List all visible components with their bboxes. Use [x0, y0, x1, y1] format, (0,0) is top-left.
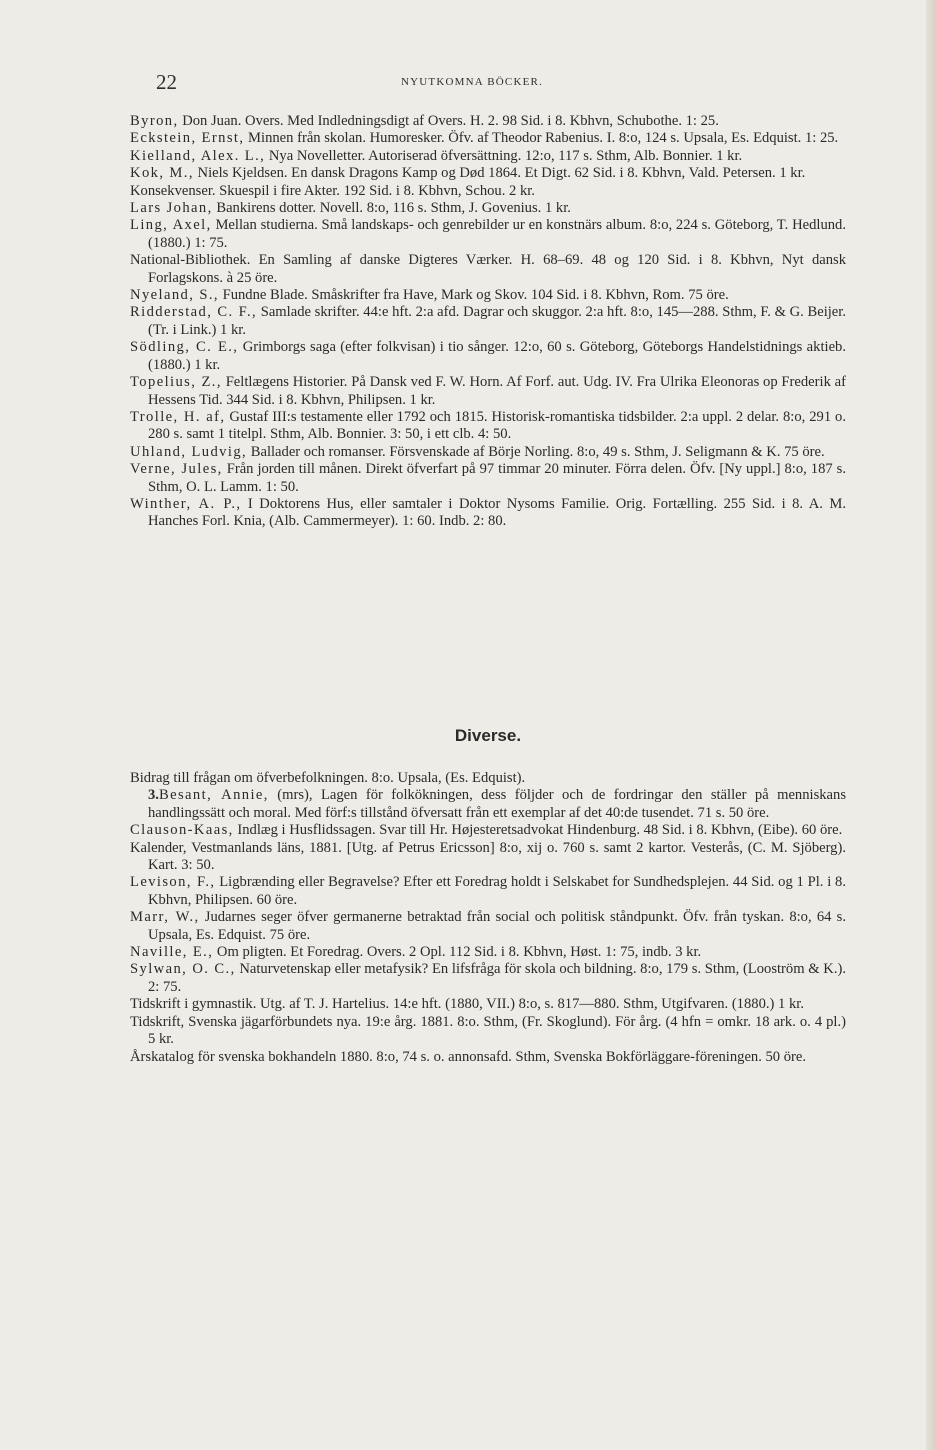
list-item: [130, 287, 846, 304]
entry-text: Bidrag till frågan om öfverbefolkningen. 8:o. Upsala, (Es. Edquist).: [130, 770, 526, 786]
catalog-list-miscellaneous: [130, 770, 846, 1066]
list-item: [130, 444, 846, 461]
entry-text: Naturvetenskap eller metafysik? En lifsfråga för skola och bildning. 8:o, 179 s. Sthm, (Looström & K.). 2: 75.: [148, 961, 847, 995]
list-item: [130, 1049, 846, 1066]
entry-text: Tidskrift i gymnastik. Utg. af T. J. Hartelius. 14:e hft. (1880, VII.) 8:o, s. 817—880. Sthm, Utgifvaren. (1880.) 1 kr.: [130, 996, 804, 1013]
list-item: [130, 787, 846, 822]
entry-author: Besant, Annie,: [158, 787, 269, 804]
entry-text: Don Juan. Overs. Med Indledningsdigt af Overs. H. 2. 98 Sid. i 8. Kbhvn, Schubothe. 1: 25.: [178, 113, 719, 129]
entry-author: Winther, A. P.,: [130, 495, 242, 512]
list-item: [130, 944, 846, 961]
entry-text: Tidskrift, Svenska jägarförbundets nya. 19:e årg. 1881. 8:o. Sthm, (Fr. Skoglund). För årg. (4 hfn = omkr. 18 ark. o. 4 pl.) 5 kr.: [130, 1013, 846, 1048]
entry-text: (mrs), Lagen för folkökningen, dess följder och de fordringar den ställer på menniskans handlingssätt och moral. Med förf:s tillstånd öfversatt från ett exemplar af det 40:de tusendet. 71 s. 50 öre.: [148, 787, 846, 821]
entry-author: Uhland, Ludvig,: [130, 443, 248, 460]
list-item: [130, 304, 846, 339]
list-item: [130, 183, 846, 200]
list-item: [130, 113, 846, 130]
entry-author: Naville, E.,: [130, 944, 214, 961]
list-item: [130, 909, 846, 944]
list-item: [130, 770, 846, 787]
list-item: [130, 130, 846, 147]
entry-text: Indlæg i Husflidssagen. Svar till Hr. Højesteretsadvokat Hindenburg. 48 Sid. i 8. Kbhvn, (Eibe). 60 öre.: [233, 822, 843, 839]
page-number: 22: [156, 70, 177, 94]
entry-text: Om pligten. Et Foredrag. Overs. 2 Opl. 112 Sid. i 8. Kbhvn, Høst. 1: 75, indb. 3 kr.: [213, 944, 702, 961]
list-item: [130, 461, 846, 496]
entry-text: Judarnes seger öfver germanerne betraktad från social och politisk ståndpunkt. Öfv. från tyskan. 8:o, 64 s. Upsala, Es. Edquist. 75 öre.: [148, 909, 847, 943]
entry-text: Samlade skrifter. 44:e hft. 2:a afd. Dagrar och skuggor. 2:a hft. 8:o, 145—288. Sthm, F. & G. Beijer. (Tr. i Link.) 1 kr.: [148, 304, 846, 338]
entry-author: Nyeland, S.,: [130, 287, 219, 304]
entry-text: Feltlægens Historier. På Dansk ved F. W. Horn. Af Forf. aut. Udg. IV. Fra Ulrika Eleonoras op Frederik af Hessens Tid. 344 Sid. i 8. Kbhvn, Philipsen. 1 kr.: [148, 374, 846, 408]
entry-text: Konsekvenser. Skuespil i fire Akter. 192 Sid. i 8. Kbhvn, Schou. 2 kr.: [130, 182, 535, 199]
running-title: NYUTKOMNA BÖCKER.: [401, 76, 544, 88]
list-item: [130, 840, 846, 875]
entry-text: I Doktorens Hus, eller samtaler i Doktor Nysoms Familie. Orig. Fortælling. 255 Sid. i 8. A. M. Hanches Forl. Knia, (Alb. Cammermeyer). 1: 60. Indb. 2: 80.: [148, 495, 846, 530]
list-item: [130, 409, 846, 444]
list-item: [130, 148, 846, 165]
list-item: [130, 217, 846, 252]
list-item: [130, 200, 846, 217]
entry-author: Topelius, Z.,: [130, 374, 222, 391]
list-item: [130, 496, 846, 531]
entry-text: Kalender, Vestmanlands läns, 1881. [Utg. af Petrus Ericsson] 8:o, xij o. 760 s. samt 2 kartor. Vesterås, (C. M. Sjöberg). Kart. 3: 50.: [130, 839, 846, 874]
entry-text: Fundne Blade. Småskrifter fra Have, Mark og Skov. 104 Sid. i 8. Kbhvn, Rom. 75 öre.: [218, 287, 729, 304]
list-item: [130, 1014, 846, 1049]
entry-author: Eckstein, Ernst,: [130, 130, 245, 147]
page-edge: [926, 0, 936, 1450]
entry-author: Sylwan, O. C.,: [130, 961, 236, 978]
list-item: [130, 252, 846, 287]
entry-author: Clauson-Kaas,: [130, 822, 234, 839]
entry-author: Marr, W.,: [130, 909, 200, 926]
entry-prefix: 3.: [148, 787, 159, 804]
entry-text: Mellan studierna. Små landskaps- och genrebilder ur en konstnärs album. 8:o, 224 s. Göteborg, T. Hedlund. (1880.) 1: 75.: [148, 217, 846, 251]
entry-text: Ballader och romanser. Försvenskade af Börje Norling. 8:o, 49 s. Sthm, J. Seligmann & K. 75 öre.: [247, 443, 825, 460]
section-heading: Diverse.: [454, 726, 522, 745]
entry-text: National-Bibliothek. En Samling af danske Digteres Værker. H. 68–69. 48 og 120 Sid. i 8. Kbhvn, Nyt dansk Forlagskons. à 25 öre.: [130, 252, 846, 286]
entry-text: Ligbrænding eller Begravelse? Efter ett Foredrag holdt i Selskabet for Sundhedsplejen. 44 Sid. og 1 Pl. i 8. Kbhvn, Philipsen. 60 öre.: [148, 874, 846, 908]
entry-author: Lars Johan,: [130, 200, 213, 217]
entry-author: Ridderstad, C. F.,: [130, 304, 258, 321]
list-item: [130, 339, 846, 374]
list-item: [130, 996, 846, 1013]
entry-author: Kok, M.,: [130, 165, 194, 182]
entry-author: Levison, F.,: [130, 874, 216, 891]
entry-text: Niels Kjeldsen. En dansk Dragons Kamp og Død 1864. Et Digt. 62 Sid. i 8. Kbhvn, Vald. Petersen. 1 kr.: [193, 165, 806, 182]
page-header: [156, 70, 856, 96]
list-item: [130, 874, 846, 909]
entry-text: Årskatalog för svenska bokhandeln 1880. 8:o, 74 s. o. annonsafd. Sthm, Svenska Bokförläggare-föreningen. 50 öre.: [130, 1048, 807, 1065]
list-item: [130, 374, 846, 409]
entry-text: Nya Novelletter. Autoriserad öfversättning. 12:o, 117 s. Sthm, Alb. Bonnier. 1 kr.: [265, 147, 743, 164]
list-item: [130, 822, 846, 839]
entry-author: Kielland, Alex. L.,: [130, 147, 266, 164]
entry-author: Ling, Axel,: [130, 217, 212, 234]
entry-author: Byron,: [130, 113, 179, 129]
entry-text: Bankirens dotter. Novell. 8:o, 116 s. Sthm, J. Govenius. 1 kr.: [212, 200, 571, 217]
entry-author: Södling, C. E.,: [130, 339, 239, 356]
list-item: [130, 961, 846, 996]
entry-author: Verne, Jules,: [130, 461, 223, 478]
entry-text: Grimborgs saga (efter folkvisan) i tio sånger. 12:o, 60 s. Göteborg, Göteborgs Handelstidnings aktieb. (1880.) 1 kr.: [148, 339, 846, 373]
entry-text: Från jorden till månen. Direkt öfverfart på 97 timmar 20 minuter. Förra delen. Öfv. [Ny uppl.] 8:o, 187 s. Sthm, O. L. Lamm. 1: 50.: [148, 461, 846, 495]
entry-author: Trolle, H. af,: [130, 408, 226, 425]
list-item: [130, 165, 846, 182]
entry-text: Minnen från skolan. Humoresker. Öfv. af Theodor Rabenius. I. 8:o, 124 s. Upsala, Es. Edquist. 1: 25.: [244, 130, 839, 147]
entry-text: Gustaf III:s testamente eller 1792 och 1815. Historisk-romantiska tidsbilder. 2:a uppl. 2 delar. 8:o, 291 o. 280 s. samt 1 titelpl. Sthm, Alb. Bonnier. 3: 50, i ett clb. 4: 50.: [148, 408, 846, 443]
catalog-list-fiction: [130, 113, 846, 531]
